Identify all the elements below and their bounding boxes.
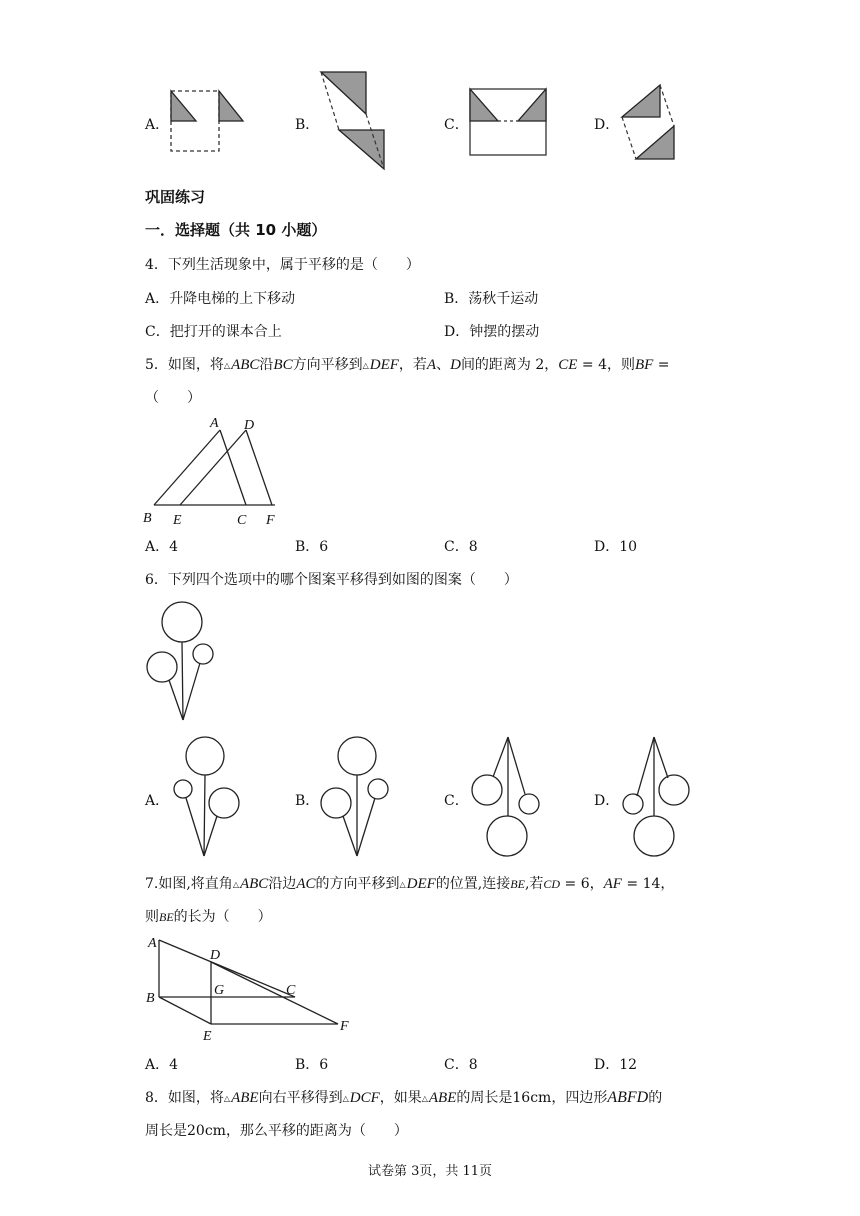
q8-text-3: ，如果 (379, 1090, 422, 1106)
triangle-symbol-icon: △ (223, 361, 231, 370)
q3-option-a-figure (168, 88, 248, 156)
q5-option-d: D．10 (594, 539, 638, 555)
q7-text-5: ,若 (524, 876, 544, 892)
q6-option-c-label: C． (444, 793, 469, 809)
q7-label-d: D (210, 948, 221, 963)
q5-label-a: A (210, 416, 219, 431)
q3-option-b-figure (318, 68, 390, 172)
q8-math-abfd: ABFD (607, 1089, 649, 1106)
q6-option-b-label: B． (295, 793, 320, 809)
section-subtitle: 一．选择题（共 10 小题） (145, 221, 327, 239)
q5-text-5: 、 (436, 357, 451, 373)
q5-label-b: B (143, 511, 152, 526)
triangle-symbol-icon: △ (223, 1094, 231, 1103)
q7-stem-line2 (145, 906, 272, 926)
q6-option-a-label: A． (145, 793, 170, 809)
q7-line2-text-a: 则 (145, 909, 159, 925)
q3-option-a-label: A． (145, 117, 170, 133)
q6-option-a-figure (168, 734, 248, 860)
q5-number: 5． (145, 357, 168, 373)
q5-figure (140, 412, 290, 530)
q8-math-abe-2: ABE (428, 1090, 457, 1106)
q5-text-1: 如图，将 (167, 357, 224, 373)
q5-label-f: F (266, 513, 275, 528)
q5-option-a: A．4 (145, 539, 179, 555)
q8-text-4: 的周长是 (456, 1090, 513, 1106)
q4-option-d: D．钟摆的摆动 (444, 324, 540, 340)
q7-math-abc: ABC (239, 876, 269, 892)
q7-math-af: AF (603, 876, 622, 892)
q3-option-c-figure (466, 86, 550, 158)
q8-stem-line2 (145, 1120, 408, 1140)
q8-perimeter-2: 20cm (187, 1123, 226, 1139)
q8-line2-text-a: 周长是 (145, 1123, 187, 1139)
q7-math-def: DEF (406, 876, 436, 892)
q5-text-4: ，若 (398, 357, 427, 373)
triangle-symbol-icon: △ (232, 880, 239, 889)
q8-text-2: 向右平移得到 (258, 1090, 343, 1106)
q8-math-dcf: DCF (349, 1090, 380, 1106)
q5-math-a: A (426, 357, 437, 373)
q5-text-2: 沿 (259, 357, 274, 373)
q7-math-ac: AC (296, 876, 316, 892)
q5-math-ce: CE (558, 357, 578, 373)
section-title: 巩固练习 (145, 188, 206, 206)
q5-math-d: D (450, 357, 461, 373)
q3-option-c-label: C． (444, 117, 469, 133)
q6-stem: 6．下列四个选项中的哪个图案平移得到如图的图案（ ） (145, 572, 518, 588)
q7-option-b: B．6 (295, 1057, 329, 1073)
q8-text-6: 的 (648, 1090, 663, 1106)
q7-text-4: 的位置,连接 (435, 876, 511, 892)
q5-label-d: D (244, 418, 255, 433)
q7-text-7: = 14， (621, 876, 675, 892)
q4-option-b: B．荡秋千运动 (444, 291, 539, 307)
q5-stem (145, 354, 670, 374)
q7-label-a: A (148, 936, 157, 951)
q5-text-8: = (653, 357, 670, 373)
q8-number: 8． (145, 1090, 168, 1106)
q5-label-c: C (237, 513, 247, 528)
q8-text-1: 如图，将 (167, 1090, 224, 1106)
q6-option-c-figure (468, 734, 552, 860)
q8-text-5: ，四边形 (551, 1090, 608, 1106)
q8-stem (145, 1087, 662, 1107)
q7-label-g: G (214, 983, 225, 998)
q7-label-c: C (286, 983, 296, 998)
q5-math-abc: ABC (231, 357, 260, 373)
q4-option-a: A．升降电梯的上下移动 (145, 291, 296, 307)
q7-option-a: A．4 (145, 1057, 179, 1073)
q3-option-d-figure (617, 82, 681, 162)
q5-text-7: = 4，则 (577, 357, 636, 373)
q5-label-e: E (173, 513, 182, 528)
q7-stem (145, 873, 674, 893)
q6-option-d-figure (616, 734, 700, 860)
q5-option-c: C．8 (444, 539, 478, 555)
q5-math-bc: BC (273, 357, 293, 373)
q5-option-b: B．6 (295, 539, 329, 555)
page-footer: 试卷第 3页，共 11页 (367, 1164, 493, 1179)
q4-option-c: C．把打开的课本合上 (145, 324, 282, 340)
q5-text-6: 间的距离为 2， (460, 357, 559, 373)
q7-text-2: 沿边 (268, 876, 297, 892)
q7-math-be-2: BE (159, 910, 174, 924)
q6-reference-figure (140, 596, 230, 724)
triangle-symbol-icon: △ (421, 1094, 428, 1103)
q3-option-b-label: B． (295, 117, 320, 133)
q5-text-3: 方向平移到 (292, 357, 363, 373)
q5-math-bf: BF (635, 357, 654, 373)
q7-math-be: BE (510, 877, 525, 891)
q5-math-def: DEF (369, 357, 399, 373)
q8-line2-text-b: ，那么平移的距离为（ ） (225, 1123, 408, 1139)
q7-option-d: D．12 (594, 1057, 638, 1073)
triangle-symbol-icon: △ (399, 880, 406, 889)
q7-line2-text-b: 的长为（ ） (173, 909, 272, 925)
triangle-symbol-icon: △ (342, 1094, 349, 1103)
q7-option-c: C．8 (444, 1057, 478, 1073)
q5-stem-line2: （ ） (145, 390, 201, 406)
q6-option-d-label: D． (594, 793, 620, 809)
triangle-symbol-icon: △ (362, 361, 369, 370)
q8-math-abe: ABE (231, 1090, 259, 1106)
q7-figure (140, 932, 360, 1047)
q7-label-b: B (146, 991, 155, 1006)
q8-perimeter-1: 16cm (512, 1090, 552, 1106)
q7-text-3: 的方向平移到 (315, 876, 400, 892)
q7-text-6: = 6， (560, 876, 604, 892)
q6-option-b-figure (318, 734, 398, 860)
q7-number: 7. (145, 876, 159, 892)
q4-stem: 4．下列生活现象中，属于平移的是（ ） (145, 257, 420, 273)
q7-label-e: E (203, 1029, 212, 1044)
q7-label-f: F (340, 1019, 349, 1034)
q7-text-1: 如图,将直角 (158, 876, 233, 892)
q3-option-d-label: D． (594, 117, 620, 133)
q7-math-cd: CD (543, 877, 561, 891)
